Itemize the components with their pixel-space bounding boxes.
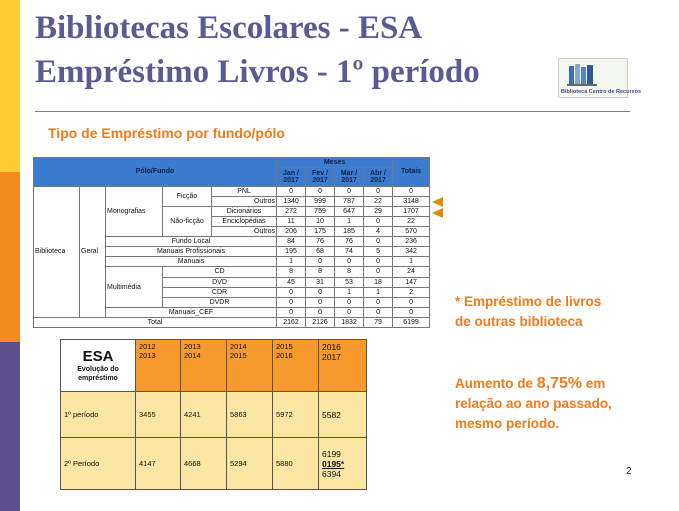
cell-value: 1 — [335, 217, 364, 227]
note-increase — [455, 374, 635, 434]
header-month: Abr / 2017 — [364, 168, 393, 187]
cell-value: 759 — [306, 207, 335, 217]
row-label-1-periodo: 1º período — [61, 392, 136, 438]
cell-value: 0 — [364, 257, 393, 267]
header-month: Jan / 2017 — [277, 168, 306, 187]
esa-value-multi — [319, 438, 367, 490]
year-start: 2013 — [184, 342, 201, 351]
header-meses: Meses — [277, 158, 393, 168]
arrow-left-icon — [432, 208, 443, 218]
esa-value-line: 6394 — [322, 468, 341, 479]
note-increase-prefix: Aumento de — [455, 376, 537, 391]
cell-value: 29 — [364, 207, 393, 217]
cell-total: 570 — [393, 227, 430, 237]
cell-value: 0 — [277, 287, 306, 297]
esa-title: ESA — [82, 348, 114, 365]
cell-value: 0 — [335, 297, 364, 307]
row-label: CDR — [163, 287, 277, 297]
cell-total: 1 — [393, 257, 430, 267]
esa-value: 5880 — [273, 438, 319, 490]
row-label: Outros — [212, 227, 277, 237]
slide-title-line1: Bibliotecas Escolares - ESA — [35, 10, 423, 46]
label-geral: Geral — [80, 186, 106, 317]
esa-subtitle: Evolução do empréstimo — [77, 366, 119, 382]
label-multimedia: Multimédia — [106, 267, 163, 307]
row-label: DVD — [163, 277, 277, 287]
note-increase-suffix: em relação ao ano passado, mesmo período. — [455, 376, 612, 431]
highlight-arrows — [432, 197, 443, 219]
cell-value: 68 — [306, 247, 335, 257]
cell-total: 147 — [393, 277, 430, 287]
title-divider — [35, 111, 630, 112]
cell-value: 0 — [364, 217, 393, 227]
cell-value: 1 — [335, 287, 364, 297]
year-end: 2015 — [230, 351, 247, 360]
logo-text: Biblioteca Centro de Recursos — [561, 89, 642, 95]
cell-value: 18 — [364, 277, 393, 287]
esa-header-cell — [61, 340, 136, 392]
row-label: Dicionários — [212, 207, 277, 217]
cell-total: 342 — [393, 247, 430, 257]
cell-total: 0 — [393, 297, 430, 307]
cell-value: 272 — [277, 207, 306, 217]
cell-value: 0 — [364, 237, 393, 247]
row-label: Outros — [212, 197, 277, 207]
cell-value: 195 — [277, 247, 306, 257]
cell-value: 11 — [277, 217, 306, 227]
esa-value: 4241 — [181, 392, 227, 438]
label-biblioteca: Biblioteca — [34, 186, 80, 317]
cell-value: 5 — [364, 247, 393, 257]
esa-value: 5582 — [319, 392, 367, 438]
cell-value: 1340 — [277, 197, 306, 207]
cell-value: 0 — [306, 297, 335, 307]
total-value: 2162 — [277, 317, 306, 327]
cell-value: 175 — [306, 227, 335, 237]
cell-value: 8 — [335, 267, 364, 277]
cell-value: 4 — [364, 227, 393, 237]
cell-value: 0 — [364, 297, 393, 307]
cell-value: 8 — [277, 267, 306, 277]
cell-total: 3148 — [393, 197, 430, 207]
note-other-libraries: * Empréstimo de livros de outras biblioteca — [455, 294, 602, 329]
cell-value: 0 — [335, 186, 364, 196]
row-label: DVDR — [163, 297, 277, 307]
total-value: 6199 — [393, 317, 430, 327]
cell-value: 185 — [335, 227, 364, 237]
cell-total: 2 — [393, 287, 430, 297]
header-month: Mar / 2017 — [335, 168, 364, 187]
year-cell — [181, 340, 227, 392]
cell-value: 999 — [306, 197, 335, 207]
row-label-2-periodo: 2º Período — [61, 438, 136, 490]
esa-value: 5863 — [227, 392, 273, 438]
loan-type-table — [33, 157, 430, 328]
row-label: Manuais Profissionais — [106, 247, 277, 257]
header-polo-fundo: Pólo/Fundo — [34, 158, 277, 187]
cell-value: 45 — [277, 277, 306, 287]
year-cell — [136, 340, 181, 392]
cell-value: 53 — [335, 277, 364, 287]
cell-total: 22 — [393, 217, 430, 227]
cell-value: 84 — [277, 237, 306, 247]
esa-value: 3455 — [136, 392, 181, 438]
cell-value: 0 — [364, 186, 393, 196]
cell-value: 0 — [364, 307, 393, 317]
esa-value: 5294 — [227, 438, 273, 490]
cell-value: 22 — [364, 197, 393, 207]
year-start: 2016 — [322, 342, 341, 352]
library-logo — [558, 58, 642, 98]
esa-value: 5972 — [273, 392, 319, 438]
row-label: Manuais_CEF — [106, 307, 277, 317]
cell-value: 76 — [306, 237, 335, 247]
cell-value: 206 — [277, 227, 306, 237]
slide-title-line2: Empréstimo Livros - 1º período — [35, 54, 480, 90]
esa-value-line: 0195* — [322, 458, 345, 469]
accent-bar-orange — [0, 172, 20, 342]
header-month: Fev / 2017 — [306, 168, 335, 187]
esa-value-line: 6199 — [322, 448, 341, 459]
year-start: 2014 — [230, 342, 247, 351]
year-cell — [319, 340, 367, 392]
cell-value: 1 — [364, 287, 393, 297]
books-icon — [567, 62, 597, 86]
cell-total: 1707 — [393, 207, 430, 217]
year-end: 2014 — [184, 351, 201, 360]
cell-value: 0 — [306, 186, 335, 196]
cell-total: 0 — [393, 307, 430, 317]
total-value: 1832 — [335, 317, 364, 327]
esa-value: 4668 — [181, 438, 227, 490]
accent-bar-yellow — [0, 0, 20, 172]
label-ficcao: Ficção — [163, 186, 212, 206]
cell-value: 0 — [306, 257, 335, 267]
page-number: 2 — [626, 466, 632, 477]
label-monografias: Monografias — [106, 186, 163, 236]
year-end: 2016 — [276, 351, 293, 360]
row-label: Manuais — [106, 257, 277, 267]
cell-value: 76 — [335, 237, 364, 247]
accent-bar-purple — [0, 342, 20, 511]
label-nao-ficcao: Não-ficção — [163, 207, 212, 237]
row-label: CD — [163, 267, 277, 277]
esa-evolution-table — [60, 339, 367, 490]
cell-value: 0 — [306, 307, 335, 317]
cell-total: 0 — [393, 186, 430, 196]
cell-value: 647 — [335, 207, 364, 217]
cell-value: 0 — [306, 287, 335, 297]
cell-value: 8 — [306, 267, 335, 277]
cell-value: 0 — [335, 257, 364, 267]
row-label: Enciclopédias — [212, 217, 277, 227]
year-start: 2015 — [276, 342, 293, 351]
header-totais: Totais — [393, 158, 430, 187]
cell-value: 0 — [335, 307, 364, 317]
year-end: 2013 — [139, 351, 156, 360]
cell-total: 236 — [393, 237, 430, 247]
cell-value: 31 — [306, 277, 335, 287]
cell-value: 0 — [277, 297, 306, 307]
cell-value: 0 — [277, 307, 306, 317]
total-label: Total — [34, 317, 277, 327]
row-label: Fundo Local — [106, 237, 277, 247]
cell-value: 787 — [335, 197, 364, 207]
cell-value: 0 — [277, 186, 306, 196]
cell-total: 24 — [393, 267, 430, 277]
esa-value: 4147 — [136, 438, 181, 490]
section-subtitle: Tipo de Empréstimo por fundo/pólo — [48, 125, 285, 141]
row-label: PNL — [212, 186, 277, 196]
year-cell — [273, 340, 319, 392]
cell-value: 1 — [277, 257, 306, 267]
year-cell — [227, 340, 273, 392]
year-end: 2017 — [322, 352, 341, 362]
cell-value: 0 — [364, 267, 393, 277]
year-start: 2012 — [139, 342, 156, 351]
total-value: 2126 — [306, 317, 335, 327]
arrow-left-icon — [432, 197, 443, 207]
cell-value: 10 — [306, 217, 335, 227]
note-increase-percent: 8,75% — [536, 375, 583, 392]
cell-value: 74 — [335, 247, 364, 257]
total-value: 79 — [364, 317, 393, 327]
